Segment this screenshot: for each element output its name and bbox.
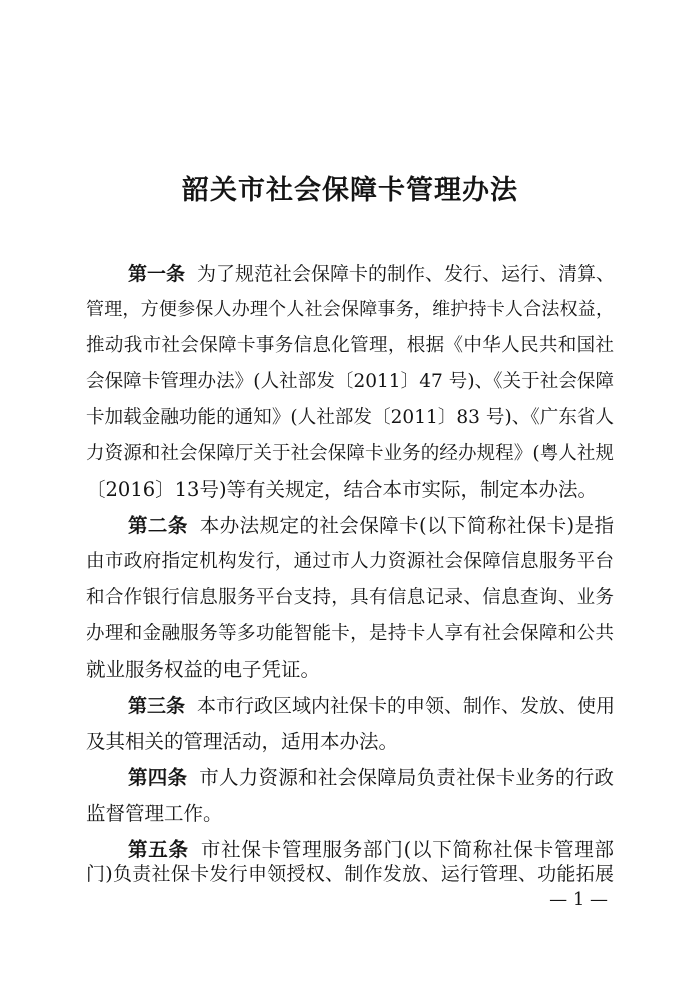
article-1-line-4: 会保障卡管理办法》(人社部发〔2011〕47 号)、《关于社会保障 <box>86 371 614 392</box>
article-4-line-2: 监督管理工作。 <box>86 802 223 825</box>
article-2-line-1: 第二条 本办法规定的社会保障卡(以下简称社保卡)是指 <box>128 514 614 537</box>
article-5-line-1: 第五条 市社保卡管理服务部门(以下简称社保卡管理部 <box>128 838 614 861</box>
article-1-label: 第一条 <box>128 263 186 285</box>
article-2-line-2: 由市政府指定机构发行，通过市人力资源社会保障信息服务平台 <box>86 551 614 572</box>
article-2-line-4: 办理和金融服务等多功能智能卡，是持卡人享有社会保障和公共 <box>86 623 614 644</box>
document-title: 韶关市社会保障卡管理办法 <box>182 175 518 206</box>
article-3-line-1: 第三条 本市行政区域内社保卡的申领、制作、发放、使用 <box>128 695 616 717</box>
article-2-line-3: 和合作银行信息服务平台支持，具有信息记录、信息查询、业务 <box>86 587 614 608</box>
article-5-label: 第五条 <box>128 838 189 861</box>
article-4-line-1: 第四条 市人力资源和社会保障局负责社保卡业务的行政 <box>128 766 614 789</box>
article-1-line-7: 〔2016〕13号)等有关规定，结合本市实际，制定本办法。 <box>86 478 598 501</box>
article-1-line-2: 管理，方便参保人办理个人社会保障事务，维护持卡人合法权益， <box>86 299 614 320</box>
article-3-line-2: 及其相关的管理活动，适用本办法。 <box>86 730 399 753</box>
article-1-line-5: 卡加载金融功能的通知》(人社部发〔2011〕83 号)、《广东省人 <box>86 407 614 428</box>
article-1-line-1: 第一条 为了规范社会保障卡的制作、发行、运行、清算、 <box>128 263 616 285</box>
article-1-line-6: 力资源和社会保障厅关于社会保障卡业务的经办规程》(粤人社规 <box>86 443 614 464</box>
article-4-label: 第四条 <box>128 766 188 789</box>
article-1-line-3: 推动我市社会保障卡事务信息化管理，根据《中华人民共和国社 <box>86 335 614 356</box>
article-3-label: 第三条 <box>128 695 186 717</box>
article-5-line-2: 门)负责社保卡发行申领授权、制作发放、运行管理、功能拓展 <box>86 863 614 885</box>
article-2-label: 第二条 <box>128 514 188 537</box>
article-2-line-5: 就业服务权益的电子凭证。 <box>86 658 321 681</box>
page-number: — 1 — <box>549 889 608 910</box>
